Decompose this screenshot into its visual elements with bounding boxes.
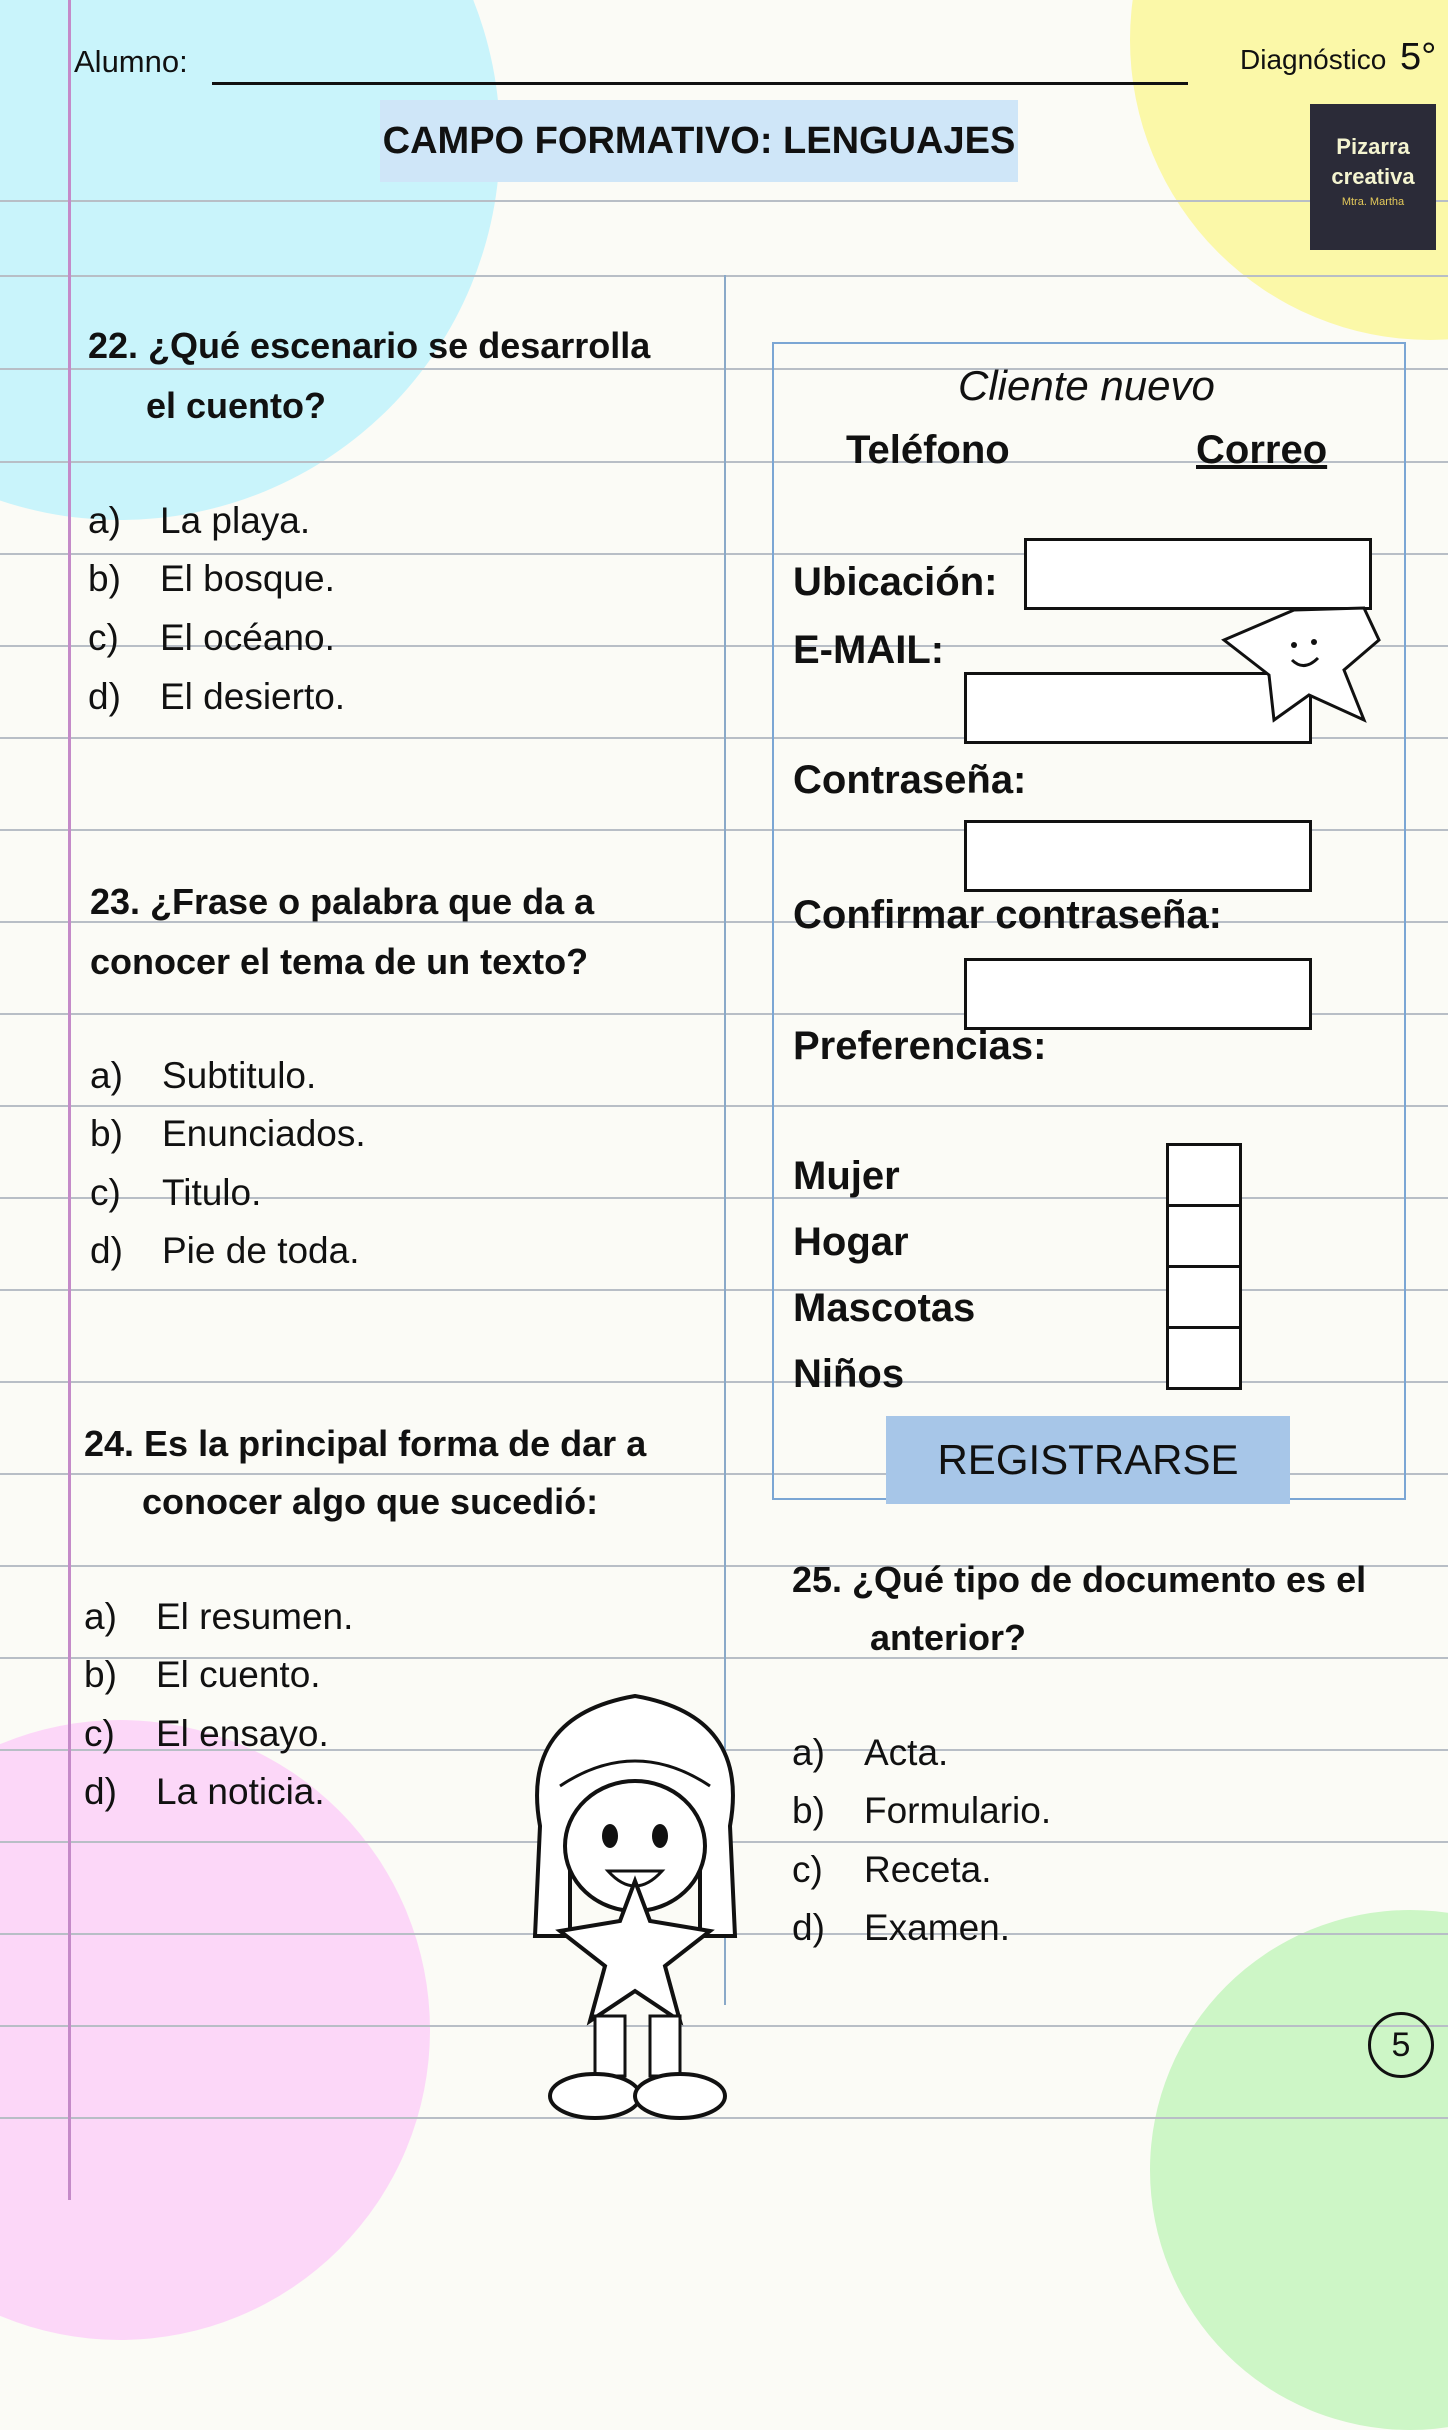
page-number: 5 bbox=[1391, 2025, 1411, 2064]
pref-pets-label: Mascotas bbox=[793, 1286, 976, 1330]
option-text: Subtitulo. bbox=[162, 1055, 317, 1096]
logo-text-1: Pizarra bbox=[1336, 134, 1410, 159]
option-letter: d) bbox=[792, 1907, 825, 1948]
option-text: Titulo. bbox=[162, 1172, 262, 1213]
logo-text-2: creativa bbox=[1331, 164, 1415, 189]
q22-option-d[interactable] bbox=[88, 676, 345, 718]
option-text: Acta. bbox=[864, 1732, 949, 1773]
form-title: Cliente nuevo bbox=[958, 362, 1215, 409]
q24-option-c[interactable] bbox=[84, 1713, 329, 1755]
girl-with-star-clipart-icon bbox=[500, 1676, 770, 2126]
pref-home-checkbox[interactable] bbox=[1166, 1204, 1242, 1268]
q23-option-d[interactable] bbox=[90, 1230, 359, 1272]
option-letter: b) bbox=[88, 558, 121, 599]
confirm-password-label: Confirmar contraseña: bbox=[793, 893, 1222, 937]
preferences-label: Preferencias: bbox=[793, 1024, 1047, 1068]
option-text: El ensayo. bbox=[156, 1713, 329, 1754]
password-label: Contraseña: bbox=[793, 758, 1027, 802]
question-22-line2: el cuento? bbox=[146, 385, 327, 426]
q23-option-a[interactable] bbox=[90, 1055, 316, 1097]
pref-women-checkbox[interactable] bbox=[1166, 1143, 1242, 1207]
option-text: Formulario. bbox=[864, 1790, 1052, 1831]
option-text: Enunciados. bbox=[162, 1113, 366, 1154]
option-text: La noticia. bbox=[156, 1771, 325, 1812]
option-letter: a) bbox=[84, 1596, 117, 1637]
option-text: El cuento. bbox=[156, 1654, 321, 1695]
q25-option-c[interactable] bbox=[792, 1849, 992, 1891]
option-letter: b) bbox=[90, 1113, 123, 1154]
student-label: Alumno: bbox=[74, 44, 188, 79]
pref-kids-label: Niños bbox=[793, 1352, 905, 1396]
option-letter: c) bbox=[90, 1172, 121, 1213]
q23-option-c[interactable] bbox=[90, 1172, 261, 1214]
q25-option-d[interactable] bbox=[792, 1907, 1010, 1949]
q22-option-b[interactable] bbox=[88, 558, 335, 600]
q24-option-d[interactable] bbox=[84, 1771, 325, 1813]
option-letter: d) bbox=[88, 676, 121, 717]
q25-option-a[interactable] bbox=[792, 1732, 948, 1774]
question-24-line1: 24. Es la principal forma de dar a bbox=[84, 1423, 647, 1464]
question-25-line1: 25. ¿Qué tipo de documento es el bbox=[792, 1559, 1367, 1600]
star-clipart-icon bbox=[1214, 600, 1384, 730]
option-letter: d) bbox=[84, 1771, 117, 1812]
subject-banner-text: CAMPO FORMATIVO: LENGUAJES bbox=[382, 119, 1016, 162]
option-text: Examen. bbox=[864, 1907, 1011, 1948]
pref-home-label: Hogar bbox=[793, 1220, 909, 1264]
question-24-line2: conocer algo que sucedió: bbox=[142, 1481, 599, 1522]
option-letter: a) bbox=[88, 500, 121, 541]
diagnostic-label: Diagnóstico bbox=[1240, 44, 1387, 75]
option-text: El océano. bbox=[160, 617, 335, 658]
pref-pets-checkbox[interactable] bbox=[1166, 1265, 1242, 1329]
option-letter: c) bbox=[84, 1713, 115, 1754]
confirm-password-input[interactable] bbox=[964, 958, 1312, 1030]
option-letter: a) bbox=[90, 1055, 123, 1096]
decor-circle-pink bbox=[0, 1720, 430, 2340]
register-button[interactable] bbox=[886, 1416, 1290, 1504]
pizarra-creativa-logo bbox=[1310, 104, 1436, 250]
subject-banner bbox=[380, 100, 1018, 182]
option-text: El bosque. bbox=[160, 558, 335, 599]
option-letter: d) bbox=[90, 1230, 123, 1271]
question-22-line1: 22. ¿Qué escenario se desarrolla bbox=[88, 325, 651, 366]
option-text: Pie de toda. bbox=[162, 1230, 360, 1271]
page-number-badge bbox=[1368, 2012, 1434, 2078]
pref-kids-checkbox[interactable] bbox=[1166, 1326, 1242, 1390]
option-letter: c) bbox=[88, 617, 119, 658]
location-label: Ubicación: bbox=[793, 560, 998, 604]
student-name-line[interactable] bbox=[212, 82, 1188, 85]
q22-option-c[interactable] bbox=[88, 617, 335, 659]
q24-option-a[interactable] bbox=[84, 1596, 353, 1638]
pref-women-label: Mujer bbox=[793, 1154, 900, 1198]
option-text: La playa. bbox=[160, 500, 311, 541]
question-23-line2: conocer el tema de un texto? bbox=[90, 941, 589, 982]
option-letter: b) bbox=[792, 1790, 825, 1831]
option-letter: a) bbox=[792, 1732, 825, 1773]
option-text: El resumen. bbox=[156, 1596, 354, 1637]
register-button-label: REGISTRARSE bbox=[937, 1436, 1239, 1483]
option-letter: c) bbox=[792, 1849, 823, 1890]
q22-option-a[interactable] bbox=[88, 500, 310, 542]
q23-option-b[interactable] bbox=[90, 1113, 366, 1155]
logo-text-3: Mtra. Martha bbox=[1341, 196, 1405, 208]
option-text: El desierto. bbox=[160, 676, 346, 717]
option-letter: b) bbox=[84, 1654, 117, 1695]
option-text: Receta. bbox=[864, 1849, 992, 1890]
q25-option-b[interactable] bbox=[792, 1790, 1051, 1832]
question-23-line1: 23. ¿Frase o palabra que da a bbox=[90, 881, 595, 922]
email-label: E-MAIL: bbox=[793, 628, 945, 672]
tab-phone[interactable]: Teléfono bbox=[846, 428, 1010, 472]
grade-label: 5° bbox=[1400, 36, 1437, 78]
margin-line bbox=[68, 0, 71, 2200]
decor-circle-green bbox=[1150, 1910, 1448, 2430]
q24-option-b[interactable] bbox=[84, 1654, 321, 1696]
tab-email[interactable]: Correo bbox=[1196, 428, 1328, 472]
password-input[interactable] bbox=[964, 820, 1312, 892]
question-25-line2: anterior? bbox=[870, 1617, 1027, 1658]
